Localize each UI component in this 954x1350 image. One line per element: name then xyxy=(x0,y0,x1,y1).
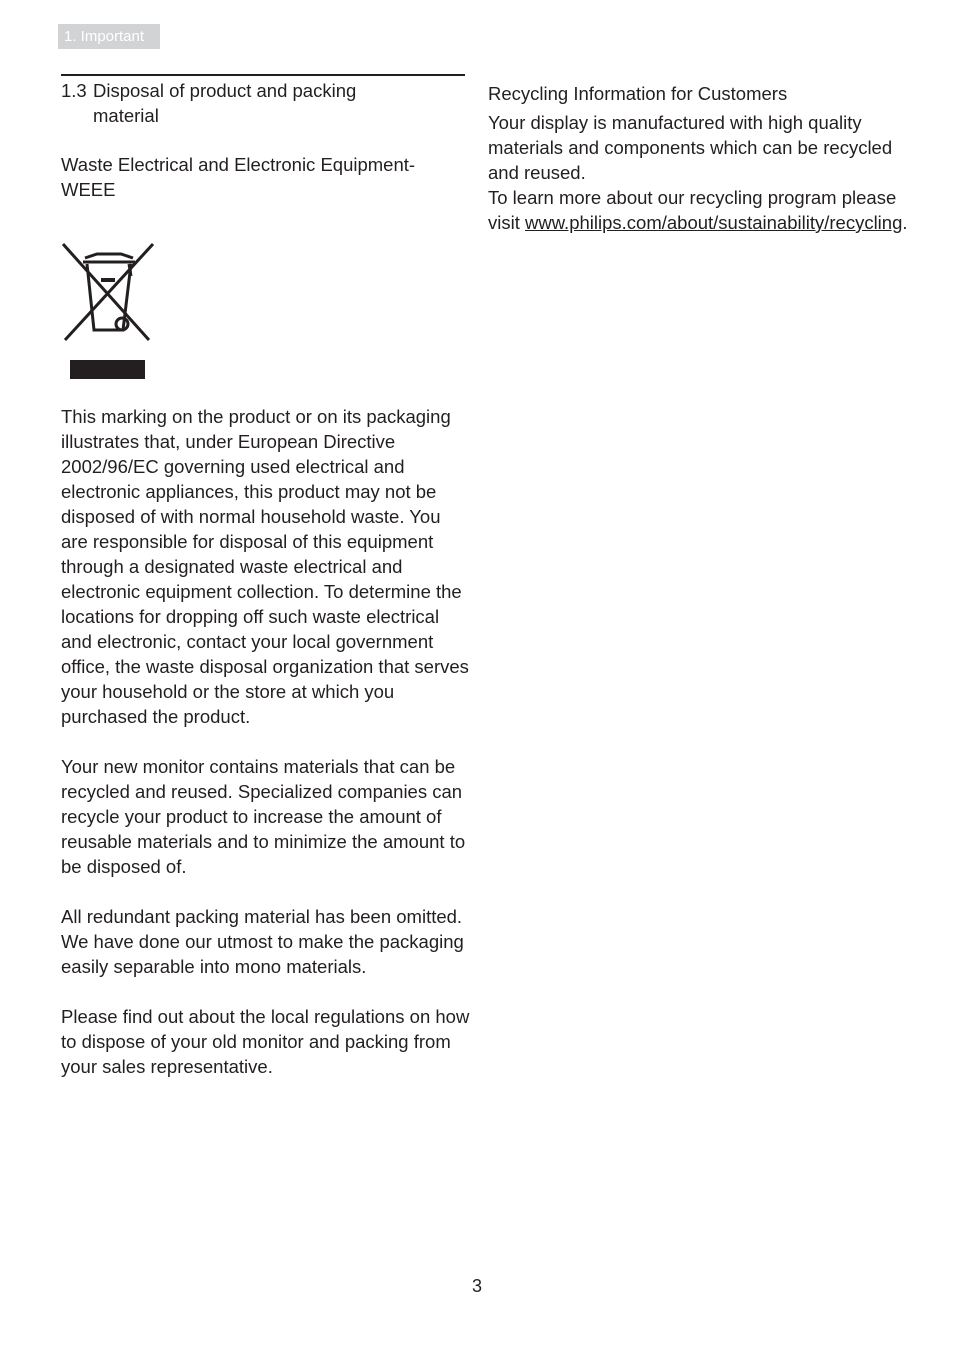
weee-paragraph: This marking on the product or on its packaging illustrates that, under European Directive 2002/96/EC governing used electrical and electronic appliances, this product may not be disposed of with normal household waste. You are responsible for disposal of this equipment through a designated waste electrical and electronic equipment collection. To determine the locations for dropping off such waste electrical and electronic, contact your local government office, the waste disposal organization that serves your household or the store at which you purchased the product. xyxy=(61,406,469,727)
left-column xyxy=(61,78,471,1104)
recycling-text-prefix: To learn more about our recycling program please visit xyxy=(488,187,897,233)
regulations-paragraph: Please find out about the local regulations on how to dispose of your old monitor and packing from your sales representative. xyxy=(61,1006,470,1077)
recycling-heading: Recycling Information for Customers xyxy=(488,83,788,104)
page-number: 3 xyxy=(471,1276,482,1296)
recycling-text xyxy=(488,110,908,235)
weee-subheading: Waste Electrical and Electronic Equipment-WEEE xyxy=(61,154,416,200)
recycling-text-line2 xyxy=(488,185,908,235)
crossed-out-wheelie-bin-icon xyxy=(61,240,157,382)
section-number: 1.3 xyxy=(61,80,87,101)
section-heading xyxy=(61,78,471,128)
right-column xyxy=(488,80,908,235)
recycling-text-line1: Your display is manufactured with high quality materials and components which can be recycled and reused. xyxy=(488,112,893,183)
section-tab: 1. Important xyxy=(58,24,160,49)
section-title: Disposal of product and packing material xyxy=(93,80,357,126)
recycling-link[interactable]: www.philips.com/about/sustainability/recycling xyxy=(525,212,903,233)
recycling-text-suffix: . xyxy=(902,212,908,233)
heading-rule xyxy=(61,74,465,76)
packing-paragraph: All redundant packing material has been omitted. We have done our utmost to make the packaging easily separable into mono materials. xyxy=(61,906,464,977)
recycle-paragraph: Your new monitor contains materials that can be recycled and reused. Specialized companies can recycle your product to increase the amount of reusable materials and to minimize the amount to be disposed of. xyxy=(61,756,466,877)
